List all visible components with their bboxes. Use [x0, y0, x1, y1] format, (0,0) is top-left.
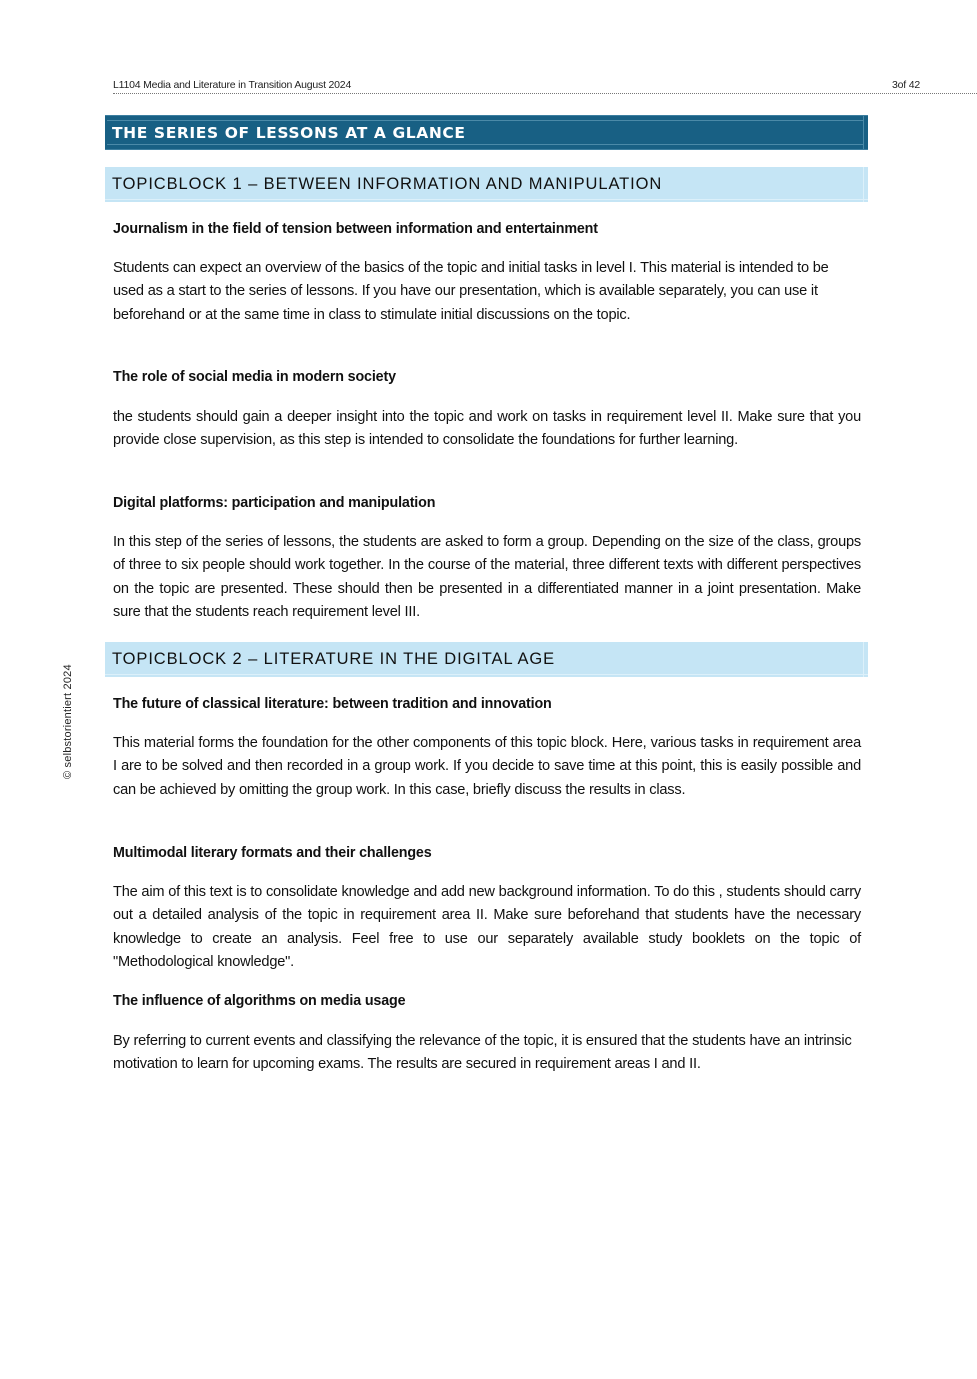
section-text: the students should gain a deeper insight into the topic and work on tasks in requirement level II. Make sure that you provide close supervision, as this step is intended to consolidate the foundations for further learning.: [113, 409, 861, 449]
running-header: [113, 78, 977, 94]
page-number: 3of 42: [892, 79, 920, 91]
section-text: Students can expect an overview of the basics of the topic and initial tasks in level I. This material is intended to be used as a start to the series of lessons. If you have our presentation, which is available separately, you can use it beforehand or at the same time in class to stimulate initial discussions on the topic.: [113, 260, 829, 323]
topic-block-1-heading-bar: [105, 167, 868, 202]
section-text: The aim of this text is to consolidate knowledge and add new background information. To do this , students should carry out a detailed analysis of the topic in requirement area II. Make sure beforehand that students have the necessary knowledge to create an analysis. Feel free to use our separately available study booklets on the topic of "Methodological knowledge".: [113, 884, 861, 970]
topic-block-2-heading-bar: [105, 642, 868, 677]
section-text: In this step of the series of lessons, the students are asked to form a group. Depending on the size of the class, groups of three to six people should work together. In the course of the material, three different texts with different perspectives on the topic are presented. These should then be presented in a differentiated manner in a joint presentation. Make sure that the students reach requirement level III.: [113, 534, 861, 620]
section-heading: Journalism in the field of tension between information and entertainment: [113, 221, 598, 237]
document-title: L1104 Media and Literature in Transition August 2024: [113, 79, 352, 91]
page-title-bar: [105, 115, 868, 150]
section-heading: The role of social media in modern society: [113, 369, 396, 385]
section-heading: The influence of algorithms on media usage: [113, 993, 406, 1009]
section-heading: Digital platforms: participation and manipulation: [113, 495, 436, 511]
topic-block-1-heading: TOPICBLOCK 1 – BETWEEN INFORMATION AND MANIPULATION: [112, 175, 663, 193]
copyright-note: © selbstorientiert 2024: [62, 664, 74, 779]
section-heading: The future of classical literature: between tradition and innovation: [113, 696, 552, 712]
page-title: THE SERIES OF LESSONS AT A GLANCE: [112, 124, 466, 142]
section-text: This material forms the foundation for the other components of this topic block. Here, various tasks in requirement area I are to be solved and then recorded in a group work. If you decide to save time at this point, this is easily possible and can be achieved by omitting the group work. In this case, briefly discuss the results in class.: [113, 735, 861, 798]
topic-block-2-heading: TOPICBLOCK 2 – LITERATURE IN THE DIGITAL AGE: [112, 650, 556, 668]
section-text: By referring to current events and classifying the relevance of the topic, it is ensured that the students have an intrinsic motivation to learn for upcoming exams. The results are secured in requirement areas I and II.: [113, 1033, 852, 1073]
section-heading: Multimodal literary formats and their challenges: [113, 845, 432, 861]
